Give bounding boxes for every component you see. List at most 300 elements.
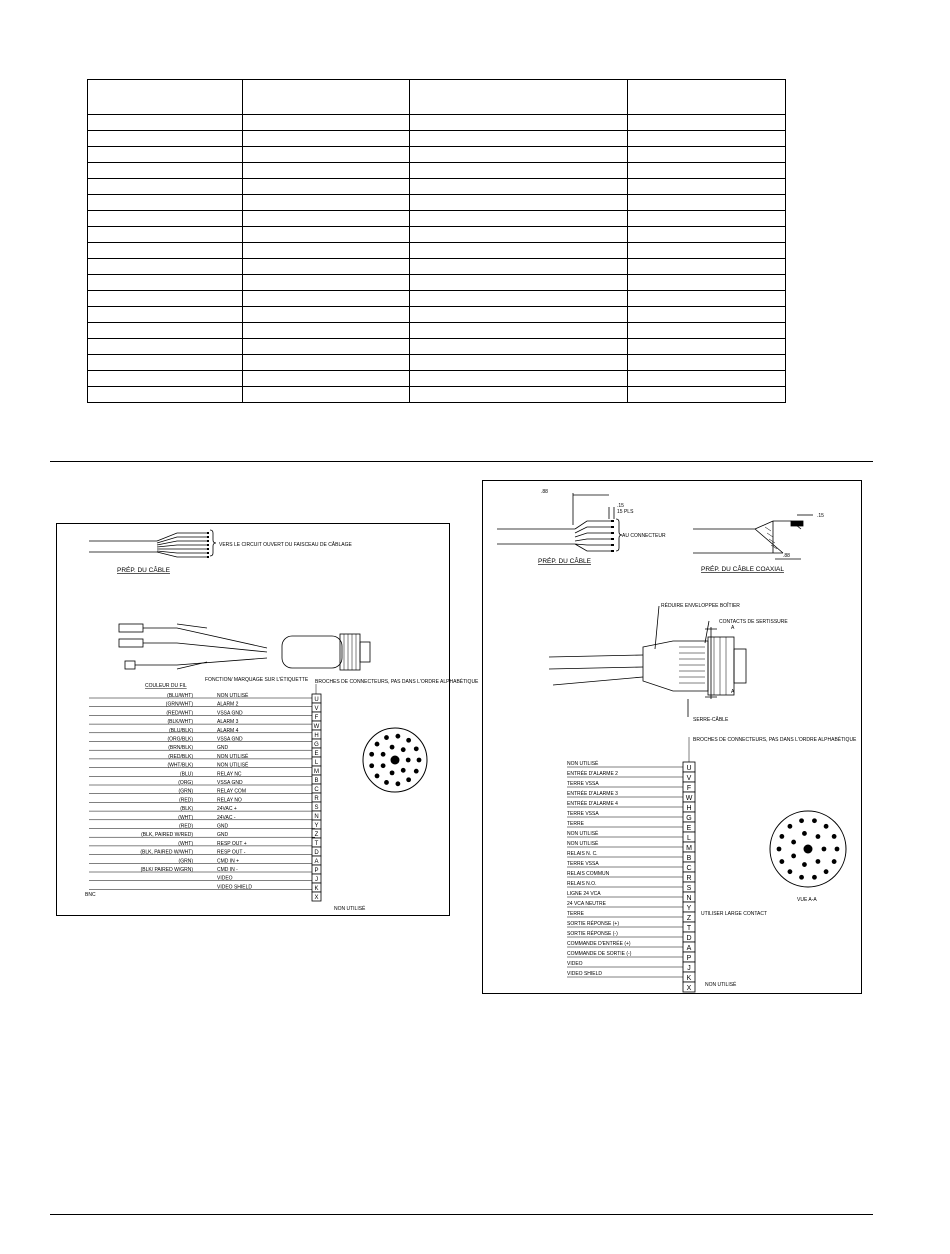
wire-function: 24 VCA NEUTRE [567, 901, 606, 907]
wire-function: ALARM 4 [217, 727, 239, 734]
table-cell [628, 131, 786, 147]
connector-pin [414, 769, 419, 774]
coax-prep-drawing [693, 515, 813, 559]
wire-function: VIDEO [567, 961, 583, 967]
connector-pin [779, 859, 784, 864]
table-cell [88, 195, 243, 211]
connector-pin [799, 875, 804, 880]
table-cell [628, 291, 786, 307]
table-cell [243, 147, 410, 163]
right-connector-pins [777, 818, 840, 879]
footer-rule [50, 1214, 873, 1215]
wire-function: CMD IN + [217, 858, 240, 865]
table-cell [410, 211, 628, 227]
pin-letter: S [686, 885, 692, 892]
pin-letter: D [686, 935, 692, 942]
pin-letter: M [686, 845, 692, 852]
table-cell [410, 307, 628, 323]
table-cell [88, 115, 243, 131]
pin-letter: T [686, 925, 692, 932]
connector-pin [384, 735, 389, 740]
pin-letter: N [314, 814, 319, 820]
prep-title: PRÉP. DU CÂBLE [538, 558, 591, 565]
list-item [567, 811, 695, 822]
wire-color: (BLK/WHT) [167, 719, 193, 726]
connector-pin [802, 862, 807, 867]
wire-function: VSSA GND [217, 780, 243, 786]
table-cell [628, 163, 786, 179]
not-used-label: NON UTILISÉ [705, 982, 737, 988]
list-item [683, 982, 695, 992]
pin-letter: L [314, 760, 319, 766]
connector-pin [824, 824, 829, 829]
table-row [88, 387, 786, 403]
wire-function: TERRE VSSA [567, 811, 599, 817]
connector-pin [395, 734, 400, 739]
table-row [88, 115, 786, 131]
list-item [89, 780, 321, 793]
prep-note: VERS LE CIRCUIT OUVERT DU FAISCEAU DE CÂBLAGE [219, 542, 352, 548]
list-item [89, 789, 321, 802]
pin-letter: K [314, 886, 319, 892]
pins-note: BROCHES DE CONNECTEURS, PAS DANS L'ORDRE ALPHABÉTIQUE [315, 679, 479, 685]
wire-function: SORTIE RÉPONSE (+) [567, 921, 620, 927]
connector-pin [832, 834, 837, 839]
wire-function: GND [217, 745, 229, 752]
list-item [89, 692, 321, 703]
wire-function: GND [217, 832, 229, 839]
connector-pin [369, 752, 374, 757]
right-pin-rows [567, 737, 767, 992]
list-item [89, 865, 321, 874]
table-cell [628, 115, 786, 131]
au-connecteur: AU CONNECTEUR [622, 533, 666, 539]
pin-letter: F [686, 785, 692, 792]
wire-color: (ORG) [178, 780, 193, 786]
table-cell [628, 259, 786, 275]
wire-color: (GRN) [178, 858, 193, 865]
table-cell [243, 371, 410, 387]
table-row [88, 131, 786, 147]
pin-letter: Z [314, 832, 319, 838]
wire-function: NON UTILISÉ [217, 693, 249, 699]
reduce-note: RÉDUIRE ENVELOPPEE BOÎTIER [661, 603, 740, 609]
list-item [89, 874, 321, 883]
wire-function: LIGNE 24 VCA [567, 891, 601, 897]
table-cell [628, 179, 786, 195]
list-item [89, 771, 321, 784]
table-row [88, 163, 786, 179]
pin-letter: W [685, 795, 693, 802]
wire-function: VIDEO SHIELD [217, 884, 253, 891]
pin-letter: Y [686, 905, 692, 912]
wire-function: TERRE [567, 911, 584, 917]
table-cell [410, 115, 628, 131]
table-row [88, 355, 786, 371]
table-cell [410, 323, 628, 339]
table-row [88, 179, 786, 195]
wire-function: 24VAC + [217, 806, 237, 813]
wire-function: NON UTILISÉ [567, 841, 599, 847]
pin-letter: L [687, 835, 691, 842]
section-a-top: A [731, 625, 735, 631]
wire-color: (WHT/BLK) [167, 762, 193, 769]
wire-color: (GRN) [178, 788, 193, 795]
view-label: VUE A-A [797, 897, 817, 903]
pin-letter: G [686, 815, 692, 822]
cable-prep-drawing [89, 530, 216, 557]
section-divider [50, 461, 873, 462]
connector-pin [791, 840, 796, 845]
list-item [89, 847, 321, 856]
table-cell [243, 387, 410, 403]
table-cell [628, 227, 786, 243]
wire-function: RELAIS N.O. [567, 881, 597, 887]
connector-pin [401, 747, 406, 752]
wire-color: (BLK) [180, 806, 193, 813]
connector-pin-large [804, 845, 813, 854]
table-cell [243, 291, 410, 307]
table-cell [243, 227, 410, 243]
pin-letter: P [686, 955, 692, 962]
pin-letter: F [314, 715, 319, 721]
table-cell [88, 131, 243, 147]
pin-letter: D [314, 850, 319, 856]
wire-function: ENTRÉE D'ALARME 4 [567, 801, 618, 807]
table-cell [88, 275, 243, 291]
wire-color: (RED/WHT) [166, 710, 193, 717]
pin-letter: J [315, 877, 318, 883]
coax-prep-title: PRÉP. DU CÂBLE COAXIAL [701, 566, 784, 573]
wire-function: NON UTILISÉ [217, 762, 249, 769]
connector-pin [406, 777, 411, 782]
table-cell [88, 355, 243, 371]
connector-pin [406, 738, 411, 743]
table-row [88, 147, 786, 163]
wire-function: SORTIE RÉPONSE (-) [567, 931, 618, 937]
left-wiring-diagram [56, 523, 479, 916]
left-connector-pins [369, 734, 421, 786]
wire-function: VIDEO SHIELD [567, 971, 603, 977]
wire-function: VIDEO [217, 875, 233, 882]
table-cell [88, 147, 243, 163]
pin-letter: K [686, 975, 692, 982]
connector-pin [835, 847, 840, 852]
connector-pin [822, 847, 827, 852]
wire-color: (BLK/ PAIRED W/GRN) [140, 867, 193, 873]
pin-letter: E [314, 751, 319, 757]
list-item [89, 719, 321, 730]
list-item [89, 702, 321, 712]
wire-color: (ORG/BLK) [167, 736, 193, 743]
section-a-bottom: A [731, 689, 735, 695]
list-item [89, 824, 321, 839]
table-cell [628, 211, 786, 227]
connector-pin [799, 818, 804, 823]
table-cell [243, 179, 410, 195]
list-item [567, 901, 695, 912]
table-cell [628, 323, 786, 339]
list-item [89, 815, 321, 829]
table-row [88, 307, 786, 323]
pin-letter: J [687, 965, 691, 972]
connector-pin [417, 758, 422, 763]
table-cell [243, 259, 410, 275]
table-cell [410, 371, 628, 387]
pin-letter: E [686, 825, 692, 832]
list-item [89, 745, 321, 757]
table-row [88, 211, 786, 227]
connector-pin [375, 774, 380, 779]
table-cell [88, 243, 243, 259]
table-cell [243, 115, 410, 131]
pin-letter: B [686, 855, 692, 862]
prep-title: PRÉP. DU CÂBLE [117, 567, 170, 574]
coax-dim-15: .15 [817, 513, 824, 519]
pin-letter: N [686, 895, 692, 902]
wire-function: CMD IN - [217, 867, 238, 873]
table-cell [628, 387, 786, 403]
table-cell [88, 339, 243, 355]
crimp-note: CONTACTS DE SERTISSURE [719, 619, 788, 625]
table-row [88, 371, 786, 387]
pin-letter: X [686, 985, 692, 992]
wire-function: 24VAC - [217, 814, 236, 821]
connector-pin [381, 752, 386, 757]
list-item [89, 838, 321, 847]
table-cell [410, 243, 628, 259]
wire-color: (RED/BLK) [168, 753, 193, 760]
table-cell [410, 259, 628, 275]
pins-note: BROCHES DE CONNECTEURS, PAS DANS L'ORDRE ALPHABÉTIQUE [693, 737, 857, 743]
pin-letter: C [314, 787, 319, 793]
list-item [89, 856, 321, 865]
wire-color: (RED) [179, 823, 193, 830]
right-wiring-diagram [482, 480, 862, 994]
list-item [567, 951, 695, 962]
connector-pin [390, 770, 395, 775]
table-row [88, 80, 786, 115]
connector-pin [816, 859, 821, 864]
connector-pin [395, 781, 400, 786]
list-item [89, 736, 321, 752]
wire-function: NON UTILISÉ [217, 753, 249, 760]
connector-pin [406, 758, 411, 763]
connector-assembly-drawing [549, 606, 746, 717]
connector-pin [791, 854, 796, 859]
table-cell [628, 80, 786, 115]
wire-function: RELAIS COMMUN [567, 871, 610, 877]
pin-letter: U [314, 697, 319, 703]
wire-function: RELAY NO [217, 797, 242, 804]
pin-letter: V [314, 706, 319, 712]
table-row [88, 195, 786, 211]
wire-color: (RED) [179, 797, 193, 804]
table-cell [410, 80, 628, 115]
connector-pin [816, 834, 821, 839]
pin-letter: H [314, 733, 319, 739]
pin-letter: G [314, 742, 319, 748]
table-cell [628, 243, 786, 259]
table-cell [88, 387, 243, 403]
table-cell [88, 323, 243, 339]
table-row [88, 227, 786, 243]
connector-pin [375, 742, 380, 747]
connector-pin [384, 780, 389, 785]
pin-letter: A [686, 945, 692, 952]
wire-function: RELAY COM [217, 788, 246, 795]
list-item [567, 971, 695, 982]
connector-pin [414, 746, 419, 751]
pin-letter: P [314, 868, 319, 874]
table-cell [88, 211, 243, 227]
table-row [88, 291, 786, 307]
table-cell [88, 80, 243, 115]
connector-pin [832, 859, 837, 864]
table-cell [243, 243, 410, 259]
table-cell [243, 80, 410, 115]
wire-function: ALARM 2 [217, 701, 239, 708]
wire-function: ENTRÉE D'ALARME 3 [567, 791, 618, 797]
list-item [89, 797, 321, 811]
pin-letter: M [314, 769, 319, 775]
table-row [88, 323, 786, 339]
connector-pin [824, 869, 829, 874]
table-cell [88, 227, 243, 243]
table-cell [410, 355, 628, 371]
table-cell [410, 179, 628, 195]
not-used-label: NON UTILISÉ [334, 906, 366, 912]
table-cell [243, 355, 410, 371]
table-cell [410, 387, 628, 403]
table-cell [243, 307, 410, 323]
list-item [89, 762, 321, 778]
wire-function: COMMANDE DE SORTIE (-) [567, 951, 632, 957]
list-item [89, 728, 321, 739]
table-cell [88, 307, 243, 323]
table-cell [88, 163, 243, 179]
pin-letter: H [686, 805, 692, 812]
table-row [88, 339, 786, 355]
connector-pin [788, 869, 793, 874]
table-cell [410, 163, 628, 179]
connector-pin-large [391, 756, 400, 765]
dim-88: .88 [541, 489, 548, 495]
col-color-header: COULEUR DU FIL [145, 683, 187, 689]
pin-letter: X [314, 895, 319, 901]
wire-function: NON UTILISÉ [567, 831, 599, 837]
table-cell [243, 339, 410, 355]
table-cell [88, 371, 243, 387]
wire-function: NON UTILISÉ [567, 761, 599, 767]
wire-color: (BLU) [179, 771, 193, 778]
table-cell [410, 131, 628, 147]
connector-pin [788, 824, 793, 829]
table-cell [410, 195, 628, 211]
table-cell [243, 211, 410, 227]
table-cell [628, 195, 786, 211]
wire-color: (BRN/BLK) [168, 745, 193, 752]
table-cell [628, 371, 786, 387]
table-cell [410, 147, 628, 163]
list-item [89, 710, 321, 721]
table-row [88, 275, 786, 291]
connector-pin [401, 768, 406, 773]
pin-letter: W [313, 724, 320, 730]
wire-color: (BLK, PAIRED W/WHT) [140, 849, 193, 856]
table-cell [410, 275, 628, 291]
list-item [89, 832, 315, 838]
pin-letter: Z [686, 915, 692, 922]
wire-function: TERRE VSSA [567, 781, 599, 787]
wire-function: ALARM 3 [217, 719, 239, 726]
wire-function: COMMANDE D'ENTRÉE (+) [567, 941, 631, 947]
list-item [89, 806, 321, 820]
coax-dim-88: .88 [783, 553, 790, 559]
cable-prep-drawing [497, 493, 622, 551]
wire-function: TERRE VSSA [567, 861, 599, 867]
wire-color: (WHT) [178, 814, 193, 821]
wiring-table [87, 79, 786, 403]
table-cell [243, 163, 410, 179]
table-cell [628, 307, 786, 323]
pin-letter: A [314, 859, 319, 865]
wire-function: RELAIS N. C. [567, 851, 598, 857]
table-cell [243, 275, 410, 291]
pin-letter: U [686, 765, 692, 772]
table-row [88, 243, 786, 259]
wire-function: GND [217, 823, 229, 830]
table-cell [628, 355, 786, 371]
wire-function: VSSA GND [217, 710, 243, 717]
table-cell [88, 291, 243, 307]
clamp-note: SERRE-CÂBLE [693, 717, 729, 723]
dim-15: .15 [617, 503, 624, 509]
pin-letter: R [314, 796, 319, 802]
connector-pin [381, 763, 386, 768]
pin-letter: B [314, 778, 319, 784]
wire-color: (BLK, PAIRED W/RED) [141, 832, 193, 839]
pin-letter: T [314, 841, 319, 847]
connector-pin [779, 834, 784, 839]
col-func-header: FONCTION/ MARQUAGE SUR L'ÉTIQUETTE [205, 677, 309, 683]
left-pin-rows [89, 684, 321, 901]
large-contact-note: UTILISER LARGE CONTACT [701, 911, 768, 917]
wire-color: (WHT) [178, 840, 193, 847]
wire-function: VSSA GND [217, 736, 243, 743]
table-cell [410, 339, 628, 355]
table-cell [628, 275, 786, 291]
list-item [89, 883, 321, 892]
connector-pin [812, 875, 817, 880]
pin-letter: R [686, 875, 692, 882]
wire-color: (GRN/WHT) [165, 701, 193, 708]
dim-15-pls: 15 PLS [617, 509, 634, 515]
wire-function: RESP OUT + [217, 840, 247, 847]
table-cell [88, 259, 243, 275]
table-cell [628, 147, 786, 163]
harness-drawing [119, 624, 370, 670]
pin-letter: Y [314, 823, 319, 829]
bnc-label: BNC [85, 892, 96, 898]
table-cell [88, 179, 243, 195]
wire-function: RELAY NC [217, 771, 242, 778]
list-item [89, 753, 321, 766]
list-item [312, 892, 321, 901]
table-cell [243, 323, 410, 339]
table-cell [410, 291, 628, 307]
pin-letter: S [314, 805, 319, 811]
